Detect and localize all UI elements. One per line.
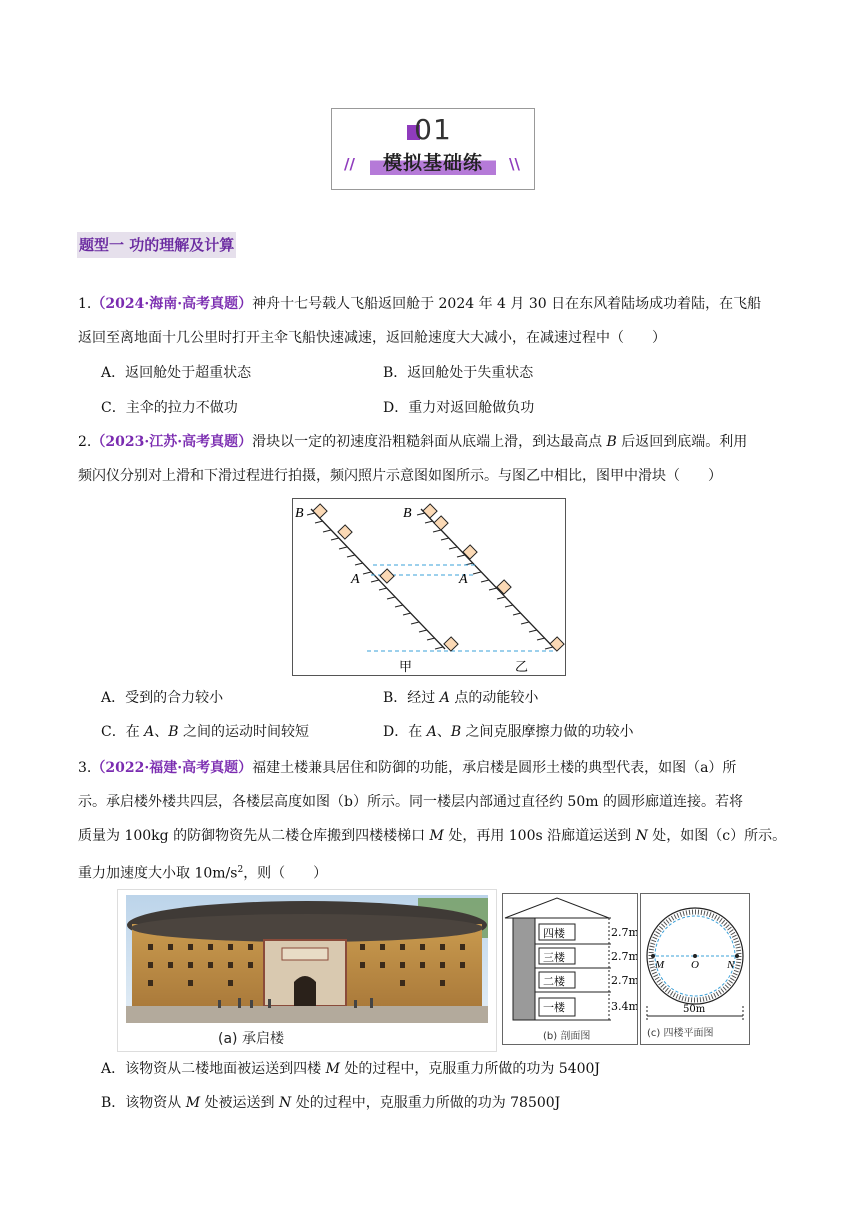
slider-block	[434, 516, 448, 530]
q1-line2: 返回至离地面十几公里时打开主伞飞船快速减速，返回舱速度大大减小，在减速过程中（ ）	[78, 330, 666, 346]
q1-option-d[interactable]: D．重力对返回舱做负功	[383, 400, 535, 416]
badge-title: 模拟基础练	[382, 152, 483, 174]
q3-figure-c	[640, 893, 750, 1045]
slider-block	[444, 637, 458, 651]
q2-option-c[interactable]: C．在 A、B 之间的运动时间较短	[101, 724, 310, 740]
section-diagram	[503, 894, 637, 1044]
label-a-right: A	[459, 572, 468, 587]
figure-b-caption: (b) 剖面图	[543, 1031, 591, 1042]
height-label: 2.7m	[611, 950, 637, 963]
q3-line1: 3.（2022·福建·高考真题）福建土楼兼具居住和防御的功能，承启楼是圆形土楼的典型代表，如图（a）所	[78, 760, 737, 776]
slider-block	[313, 504, 327, 518]
point-n-label: N	[727, 959, 735, 971]
slider-block	[338, 525, 352, 539]
tulou-photo	[118, 890, 496, 1051]
left-incline	[311, 509, 445, 649]
slider-block	[463, 545, 477, 559]
caption-yi: 乙	[515, 660, 529, 675]
incline-diagram	[293, 499, 565, 675]
height-label: 3.4m	[611, 1000, 637, 1013]
q1-source: （2024·海南·高考真题）	[91, 296, 253, 312]
label-b-left: B	[295, 506, 304, 521]
caption-jia: 甲	[399, 660, 413, 675]
label-b-right: B	[403, 506, 412, 521]
q2-figure	[292, 498, 566, 676]
figure-a-caption: (a) 承启楼	[218, 1031, 284, 1047]
q2-option-a[interactable]: A．受到的合力较小	[101, 690, 224, 706]
slider-block	[497, 580, 511, 594]
q1-number: 1.	[78, 296, 92, 312]
point-m-label: M	[655, 959, 665, 971]
height-label: 2.7m	[611, 926, 637, 939]
diameter-label: 50m	[683, 1004, 706, 1015]
q3-figure-b	[502, 893, 638, 1045]
module-badge	[331, 108, 535, 190]
left-incline-hatching	[307, 513, 443, 649]
q1-option-a[interactable]: A．返回舱处于超重状态	[101, 365, 252, 381]
q1-text: 神舟十七号载人飞船返回舱于 2024 年 4 月 30 日在东风着陆场成功着陆，在飞船	[252, 296, 762, 312]
floor-label: 三楼	[543, 951, 565, 964]
figure-c-caption: (c) 四楼平面图	[647, 1028, 714, 1039]
q1-line1	[78, 294, 761, 314]
q3-line3: 质量为 100kg 的防御物资先从二楼仓库搬到四楼楼梯口 M 处，再用 100s 沿廊道运送到 N 处，如图（c）所示。	[78, 828, 787, 844]
q3-figure-a	[117, 889, 497, 1052]
q2-option-d[interactable]: D．在 A、B 之间克服摩擦力做的功较小	[383, 724, 634, 740]
q2-source: （2023·江苏·高考真题）	[91, 434, 253, 450]
q2-line1: 2.（2023·江苏·高考真题）滑块以一定的初速度沿粗糙斜面从底端上滑，到达最高点 B 后返回到底端。利用	[78, 434, 748, 450]
q1-option-c[interactable]: C．主伞的拉力不做功	[101, 400, 238, 416]
q3-number: 3.	[78, 760, 92, 776]
floor-label: 一楼	[543, 1001, 565, 1014]
q2-line2: 频闪仪分别对上滑和下滑过程进行拍摄，频闪照片示意图如图所示。与图乙中相比，图甲中滑块（ ）	[78, 468, 722, 484]
slider-block	[423, 504, 437, 518]
slash-decoration-icon: \\	[509, 155, 520, 173]
right-incline-hatching	[417, 513, 553, 649]
q3-option-b[interactable]: B．该物资从 M 处被运送到 N 处的过程中，克服重力所做的功为 78500J	[101, 1095, 561, 1111]
q3-line2: 示。承启楼外楼共四层，各楼层高度如图（b）所示。同一楼层内部通过直径约 50m 的圆形廊道连接。若将	[78, 794, 743, 810]
height-label: 2.7m	[611, 974, 637, 987]
q2-number: 2.	[78, 434, 92, 450]
right-blocks	[423, 504, 564, 651]
q3-option-a[interactable]: A．该物资从二楼地面被运送到四楼 M 处的过程中，克服重力所做的功为 5400J	[101, 1061, 601, 1077]
point-o-label: O	[691, 959, 699, 971]
floor-label: 二楼	[543, 975, 565, 988]
q3-source: （2022·福建·高考真题）	[91, 760, 253, 776]
slider-block	[550, 637, 564, 651]
slider-block	[380, 569, 394, 583]
badge-number: 01	[414, 113, 452, 146]
q1-option-b[interactable]: B．返回舱处于失重状态	[383, 365, 534, 381]
label-a-left: A	[351, 572, 360, 587]
q3-line4: 重力加速度大小取 $10m/s^2$，则（ ）	[78, 865, 328, 882]
floor-label: 四楼	[543, 927, 565, 940]
floor-plan-diagram	[641, 894, 749, 1044]
slash-decoration-icon: //	[344, 155, 355, 173]
q2-option-b[interactable]: B．经过 A 点的动能较小	[383, 690, 539, 706]
section-heading: 题型一 功的理解及计算	[77, 232, 236, 258]
